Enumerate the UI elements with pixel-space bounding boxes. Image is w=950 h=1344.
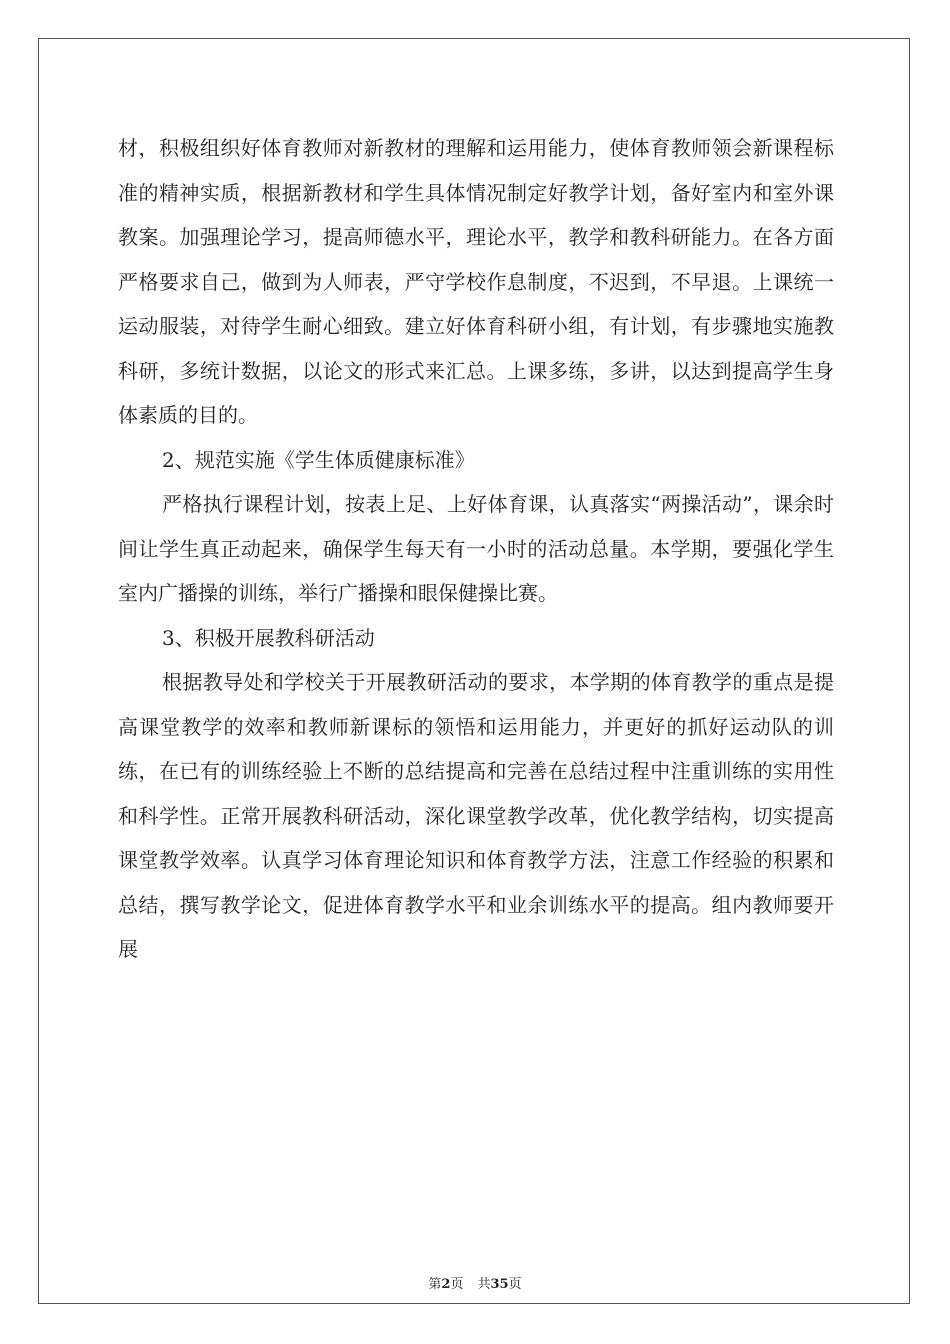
paragraph-continuation: 材，积极组织好体育教师对新教材的理解和运用能力，使体育教师领会新课程标准的精神实质，根据新教材和学生具体情况制定好教学计划，备好室内和室外课教案。加强理论学习，提高师德水平，理论水平，教学和教科研能力。在各方面严格要求自己，做到为人师表，严守学校作息制度，不迟到，不早退。上课统一运动服装，对待学生耐心细致。建立好体育科研小组，有计划，有步骤地实施教科研，多统计数据，以论文的形式来汇总。上课多练，多讲，以达到提高学生身体素质的目的。 xyxy=(118,136,834,427)
page-number: 2 xyxy=(441,1277,451,1292)
paragraph-section-2: 严格执行课程计划，按表上足、上好体育课，认真落实“两操活动”，课余时间让学生真正动起来，确保学生每天有一小时的活动总量。本学期，要强化学生室内广播操的训练，举行广播操和眼保健操比赛。 xyxy=(118,492,834,605)
page-indicator xyxy=(428,1277,463,1292)
page-footer xyxy=(0,1273,950,1292)
page-suffix: 页 xyxy=(450,1277,464,1292)
paragraph-section-3: 根据教导处和学校关于开展教研活动的要求，本学期的体育教学的重点是提高课堂教学的效率和教师新课标的领悟和运用能力，并更好的抓好运动队的训练，在已有的训练经验上不断的总结提高和完善在总结过程中注重训练的实用性和科学性。正常开展教科研活动，深化课堂教学改革，优化教学结构，切实提高课堂教学效率。认真学习体育理论知识和体育教学方法，注意工作经验的积累和总结，撰写教学论文，促进体育教学水平和业余训练水平的提高。组内教师要开展 xyxy=(118,670,834,961)
document-body xyxy=(118,126,834,972)
section-heading-2: 2、规范实施《学生体质健康标准》 xyxy=(162,447,475,472)
total-pages-indicator xyxy=(477,1277,521,1292)
section-heading-3: 3、积极开展教科研活动 xyxy=(162,625,375,650)
total-pages: 35 xyxy=(490,1277,509,1292)
total-prefix: 共 xyxy=(477,1277,491,1292)
page-prefix: 第 xyxy=(428,1277,442,1292)
total-suffix: 页 xyxy=(508,1277,522,1292)
